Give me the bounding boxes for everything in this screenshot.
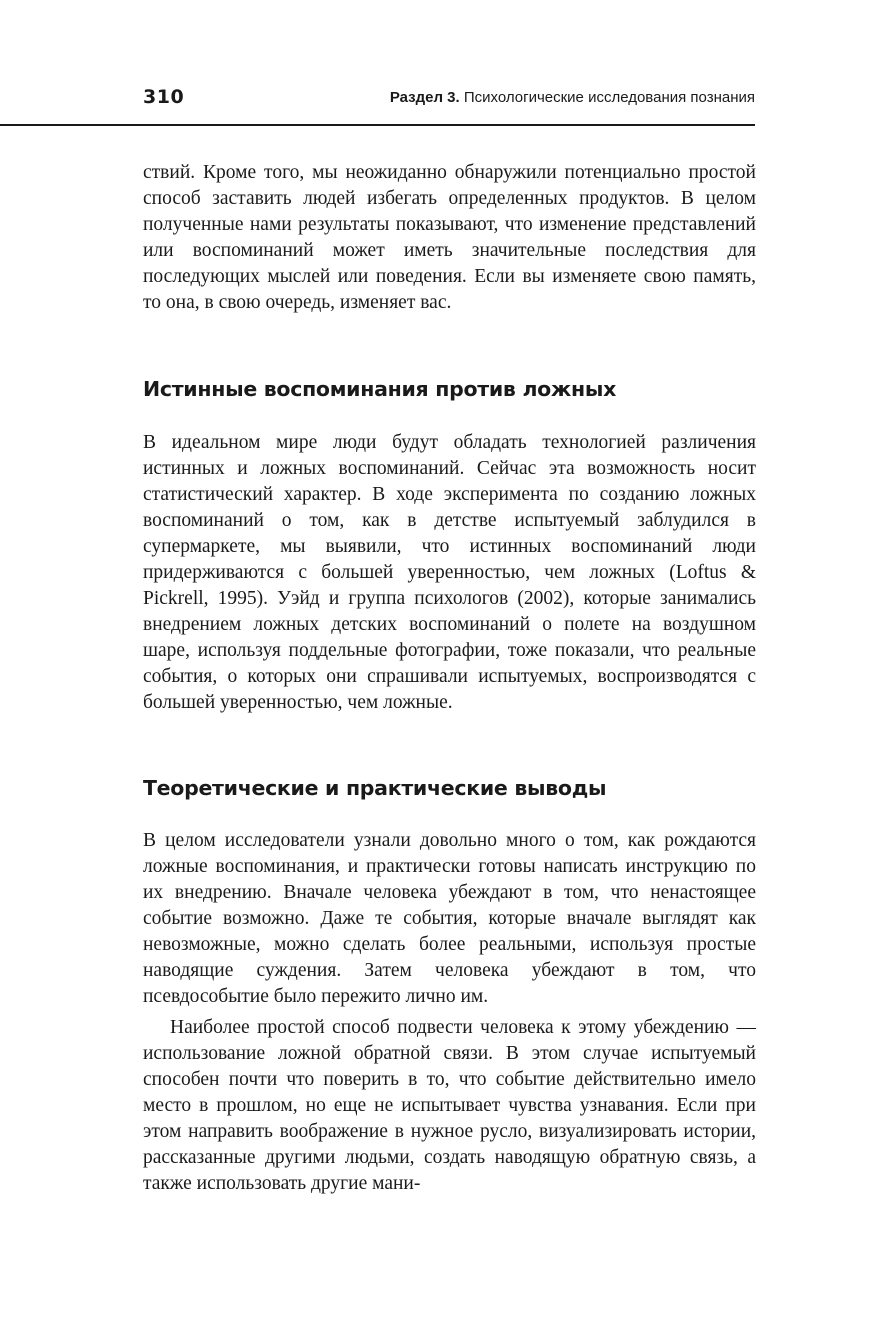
header-rule [0,124,755,126]
paragraph-false-feedback: Наиболее простой способ подвести человека к этому убеждению — использование ложной обратной связи. В этом случае испытуемый способен почти что поверить в то, что событие действительно имело место в прошлом, но еще не испытывает чувства узнавания. Если при этом направить воображение в нужное русло, визуализировать истории, рассказанные другими людьми, создать наводящую обратную связь, а также использовать другие мани- [143,1017,756,1194]
section-heading-conclusions: Теоретические и практические выводы [143,776,607,800]
page-number: 310 [143,86,185,108]
page-body [143,160,756,1197]
running-head [390,87,755,109]
paragraph-continuation: ствий. Кроме того, мы неожиданно обнаружили потенциально простой способ заставить людей избегать определенных продуктов. В целом полученные нами результаты показывают, что изменение представлений или воспоминаний может иметь значительные последствия для последующих мыслей или поведения. Если вы изменяете свою память, то она, в свою очередь, изменяет вас. [143,162,756,313]
section-title: Психологические исследования познания [463,89,755,106]
running-header [143,84,755,114]
paragraph-conclusions: В целом исследователи узнали довольно много о том, как рождаются ложные воспоминания, и практически готовы написать инструкцию по их внедрению. Вначале человека убеждают в том, что ненастоящее событие возможно. Даже те события, которые вначале выглядят как невозможные, можно сделать более реальными, используя простые наводящие суждения. Затем человека убеждают в том, что псевдособытие было пережито лично им. [143,830,756,1007]
paragraph-true-false-memories: В идеальном мире люди будут обладать технологией различения истинных и ложных воспоминаний. Сейчас эта возможность носит статистический характер. В ходе эксперимента по созданию ложных воспоминаний о том, как в детстве испытуемый заблудился в супермаркете, мы выявили, что истинных воспоминаний люди придерживаются с большей уверенностью, чем ложных (Loftus & Pickrell, 1995). Уэйд и группа психологов (2002), которые занимались внедрением ложных детских воспоминаний о полете на воздушном шаре, используя поддельные фотографии, тоже показали, что реальные события, о которых они спрашивали испытуемых, воспроизводятся с большей уверенностью, чем ложные. [143,432,756,713]
section-label: Раздел 3. [389,89,460,106]
section-heading-true-vs-false: Истинные воспоминания против ложных [143,377,617,401]
